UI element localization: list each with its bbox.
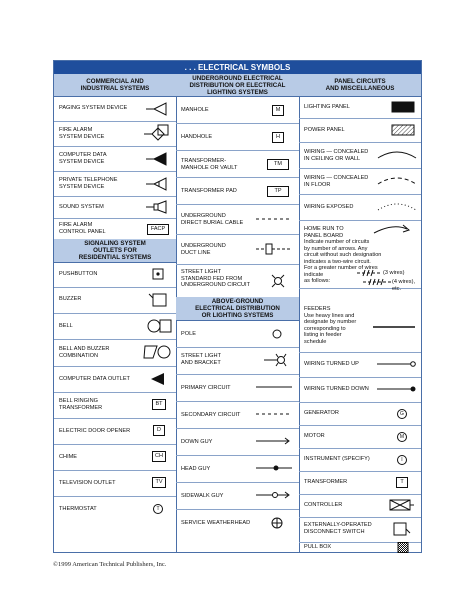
dashed-line-icon	[256, 216, 292, 222]
symbol-label: FIRE ALARM CONTROL PANEL	[59, 222, 106, 235]
symbol-row	[54, 196, 176, 219]
handhole-box-icon: H	[272, 132, 284, 143]
symbol-label: DOWN GUY	[181, 439, 213, 445]
symbol-row	[176, 264, 299, 298]
symbol-row	[176, 455, 299, 483]
dotted-arc-icon	[377, 200, 417, 212]
dashed-arc-icon	[377, 174, 417, 186]
symbol-label: PRIMARY CIRCUIT	[181, 385, 231, 391]
symbol-label: CONTROLLER	[304, 502, 343, 508]
symbol-row	[299, 542, 421, 553]
disconnect-switch-icon	[393, 522, 411, 537]
data-outlet-icon	[150, 372, 166, 386]
transformer-box-icon: T	[396, 477, 408, 488]
street-light-bracket-icon	[262, 353, 288, 367]
symbol-label: FEEDERS Use heavy lines and designate by number corresponding to listing in feeder schedule	[304, 306, 357, 345]
turned-up-icon	[377, 360, 417, 368]
symbol-row	[54, 262, 176, 288]
symbol-row	[299, 471, 421, 495]
symbol-label: STREET LIGHT AND BRACKET	[181, 353, 221, 366]
symbol-row	[299, 96, 421, 119]
buzzer-icon	[148, 293, 170, 307]
symbol-row	[54, 392, 176, 419]
turned-down-icon	[377, 385, 417, 393]
fire-alarm-diamond-icon	[144, 124, 170, 144]
symbol-row	[299, 517, 421, 543]
symbol-label: BELL RINGING TRANSFORMER	[59, 398, 103, 411]
symbol-row	[176, 401, 299, 429]
telephone-triangle-icon	[146, 177, 170, 191]
symbol-label: CHIME	[59, 454, 78, 460]
symbol-row	[54, 418, 176, 445]
symbol-label: BUZZER	[59, 296, 82, 302]
symbol-row	[54, 496, 176, 553]
symbol-row	[176, 320, 299, 348]
symbol-row	[54, 218, 176, 240]
symbol-row	[54, 339, 176, 367]
symbol-label: WIRING TURNED UP	[304, 361, 359, 367]
computer-data-triangle-icon	[146, 152, 170, 166]
symbol-row	[176, 96, 299, 124]
bt-box-icon: BT	[152, 399, 166, 410]
copyright-notice: ©1999 American Technical Publishers, Inc.	[53, 561, 167, 568]
symbol-label: SOUND SYSTEM	[59, 204, 104, 210]
paging-triangle-icon	[146, 102, 170, 116]
symbol-row	[54, 444, 176, 471]
tp-box-icon: TP	[267, 186, 289, 197]
symbol-label: THERMOSTAT	[59, 506, 97, 512]
tv-box-icon: TV	[152, 477, 166, 488]
head-guy-icon	[256, 463, 292, 473]
symbol-label: SIDEWALK GUY	[181, 493, 224, 499]
symbol-label: PAGING SYSTEM DEVICE	[59, 105, 128, 111]
column-panel-circuits	[299, 74, 421, 552]
symbol-row	[176, 123, 299, 151]
dashed-line-icon	[256, 412, 292, 416]
column2-subheader: ABOVE-GROUND ELECTRICAL DISTRIBUTION OR LIGHTING SYSTEMS	[176, 297, 299, 321]
three-wire-icon	[357, 269, 381, 277]
symbol-label: PULL BOX	[304, 544, 332, 550]
symbol-row	[176, 234, 299, 265]
chime-box-icon: CH	[152, 451, 166, 462]
symbol-row	[299, 288, 421, 353]
arc-line-icon	[377, 148, 417, 160]
weatherhead-icon	[270, 516, 284, 530]
solid-line-icon	[256, 385, 292, 389]
symbol-row	[54, 470, 176, 497]
symbol-row	[176, 204, 299, 235]
symbol-label: UNDERGROUND DIRECT BURIAL CABLE	[181, 213, 244, 226]
column1-subheader: SIGNALING SYSTEM OUTLETS FOR RESIDENTIAL SYSTEMS	[54, 239, 176, 263]
bell-icon	[146, 319, 172, 333]
symbol-row	[176, 509, 299, 553]
symbol-row	[299, 377, 421, 403]
bell-buzzer-icon	[143, 345, 173, 359]
symbol-label: HANDHOLE	[181, 134, 213, 140]
symbol-label: UNDERGROUND DUCT LINE	[181, 243, 226, 256]
symbol-label: TRANSFORMER	[304, 479, 348, 485]
symbol-label: STREET LIGHT STANDARD FED FROM UNDERGROUND CIRCUIT	[181, 269, 250, 288]
symbol-row	[299, 220, 421, 292]
feeder-line-icon	[373, 325, 415, 329]
symbol-label: FIRE ALARM SYSTEM DEVICE	[59, 127, 105, 140]
symbol-row	[299, 352, 421, 378]
symbol-row	[54, 146, 176, 172]
thermostat-icon: T	[153, 504, 163, 514]
pull-box-icon	[397, 542, 409, 553]
symbol-row	[176, 428, 299, 456]
pole-icon	[272, 329, 282, 339]
symbol-label: WIRING TURNED DOWN	[304, 386, 369, 392]
symbol-row	[299, 494, 421, 518]
door-opener-box-icon: D	[153, 425, 165, 436]
symbol-row	[299, 194, 421, 221]
symbol-row	[176, 347, 299, 375]
symbol-row	[299, 142, 421, 169]
home-run-icon	[373, 223, 417, 235]
symbol-label: POLE	[181, 331, 196, 337]
symbol-row	[176, 482, 299, 510]
power-panel-icon	[391, 124, 415, 136]
symbol-label: HOME RUN TO PANEL BOARD Indicate number of circuits by number of arrows. Any circuit without such designation indicates a two-wire circuit. For a greater number of wires indicate as follows:	[304, 226, 382, 284]
symbol-row	[299, 448, 421, 472]
sheet-title: . . . ELECTRICAL SYMBOLS	[54, 61, 421, 74]
duct-line-icon	[256, 242, 292, 256]
instrument-icon: I	[397, 455, 407, 465]
symbol-label: HEAD GUY	[181, 466, 211, 472]
symbol-label: GENERATOR	[304, 410, 339, 416]
column1-header: COMMERCIAL AND INDUSTRIAL SYSTEMS	[54, 74, 176, 97]
three-wire-note: (3 wires)	[383, 270, 405, 276]
symbol-row	[299, 118, 421, 143]
symbol-label: COMPUTER DATA SYSTEM DEVICE	[59, 152, 107, 165]
symbol-label: MANHOLE	[181, 107, 209, 113]
column3-header: PANEL CIRCUITS AND MISCELLANEOUS	[299, 74, 421, 97]
symbol-label: TRANSFORMER PAD	[181, 188, 237, 194]
symbol-label: WIRING — CONCEALED IN CEILING OR WALL	[304, 149, 369, 162]
symbol-label: EXTERNALLY-OPERATED DISCONNECT SWITCH	[304, 522, 372, 535]
symbol-label: POWER PANEL	[304, 127, 345, 133]
symbol-label: COMPUTER DATA OUTLET	[59, 376, 130, 382]
symbol-row	[54, 313, 176, 340]
four-wire-note: (4 wires), etc.	[392, 279, 415, 292]
column-underground-distribution	[176, 74, 300, 552]
symbol-label: TELEVISION OUTLET	[59, 480, 116, 486]
symbol-label: TRANSFORMER- MANHOLE OR VAULT	[181, 158, 238, 171]
facp-box-icon: FACP	[147, 224, 169, 235]
symbol-label: WIRING — CONCEALED IN FLOOR	[304, 175, 369, 188]
symbol-label: WIRING EXPOSED	[304, 204, 354, 210]
symbol-row	[176, 177, 299, 205]
symbol-label: PRIVATE TELEPHONE SYSTEM DEVICE	[59, 177, 118, 190]
electrical-symbols-sheet	[53, 60, 422, 553]
manhole-box-icon: M	[272, 105, 284, 116]
symbol-row	[299, 425, 421, 449]
symbol-row	[54, 171, 176, 197]
symbol-row	[299, 168, 421, 195]
down-guy-icon	[256, 436, 292, 446]
symbol-label: INSTRUMENT (SPECIFY)	[304, 456, 370, 462]
symbol-row	[54, 96, 176, 122]
symbol-label: BELL AND BUZZER COMBINATION	[59, 346, 110, 359]
lighting-panel-icon	[391, 101, 415, 113]
controller-icon	[389, 499, 415, 511]
column-commercial-industrial	[54, 74, 177, 552]
symbol-label: BELL	[59, 323, 73, 329]
symbol-row	[299, 402, 421, 426]
four-wire-icon	[363, 278, 391, 286]
street-light-icon	[271, 274, 285, 288]
symbol-label: PUSHBUTTON	[59, 271, 98, 277]
symbol-label: SERVICE WEATHERHEAD	[181, 520, 251, 526]
generator-icon: G	[397, 409, 407, 419]
tm-box-icon: TM	[267, 159, 289, 170]
symbol-row	[54, 366, 176, 393]
symbol-row	[176, 150, 299, 178]
symbol-row	[176, 374, 299, 402]
symbol-label: MOTOR	[304, 433, 325, 439]
motor-icon: M	[397, 432, 407, 442]
pushbutton-icon	[152, 268, 164, 280]
symbol-row	[54, 121, 176, 147]
symbol-row	[54, 287, 176, 314]
symbol-label: ELECTRIC DOOR OPENER	[59, 428, 131, 434]
symbol-label: SECONDARY CIRCUIT	[181, 412, 241, 418]
symbol-label: LIGHTING PANEL	[304, 104, 350, 110]
sidewalk-guy-icon	[256, 490, 292, 500]
sound-system-icon	[146, 200, 170, 214]
column2-header: UNDERGROUND ELECTRICAL DISTRIBUTION OR ELECTRICAL LIGHTING SYSTEMS	[176, 74, 299, 97]
